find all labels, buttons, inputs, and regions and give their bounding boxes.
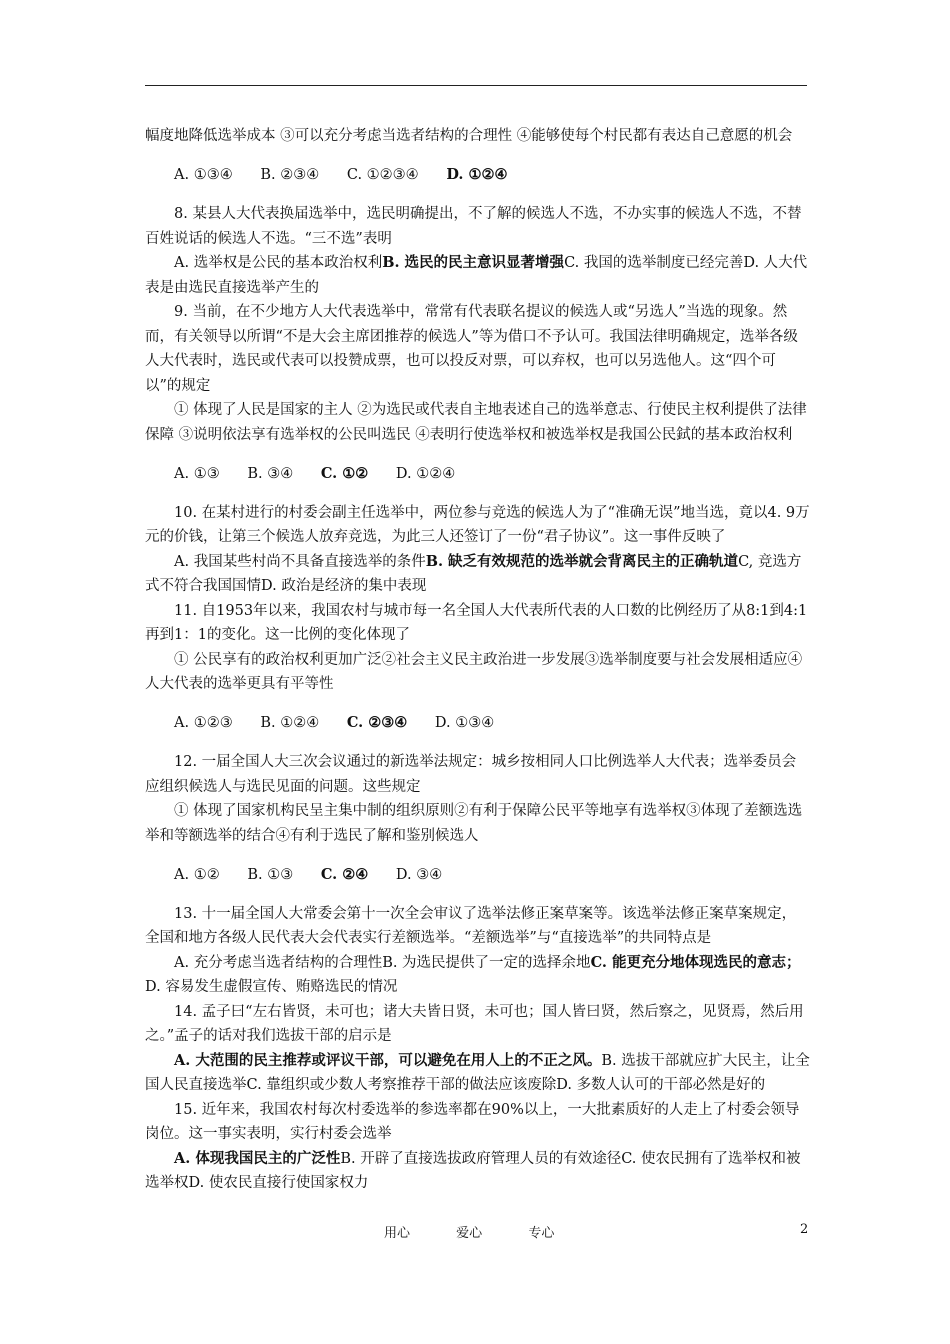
paragraph: 13. 十一届全国人大常委会第十一次全会审议了选举法修正案草案等。该选举法修正案草案规定，全国和地方各级人民代表大会代表实行差额选举。“差额选举”与“直接选举”的共同特点是 [145,905,797,946]
paragraph: A. 充分考虑当选者结构的合理性B. 为选民提供了一定的选择余地C. 能更充分地体现选民的意志；D. 容易发生虚假宣传、贿赂选民的情况 [145,953,801,995]
header-rule [145,85,807,86]
paragraph: ① 体现了国家机构民呈主集中制的组织原则②有利于保障公民平等地享有选举权③体现了差额选选举和等额选举的结合④有利于选民了解和鉴别候选人 [145,803,803,844]
footer-motto [384,1222,576,1241]
paragraph: A. 选举权是公民的基本政治权利B. 选民的民主意识显著增强C. 我国的选举制度已经完善D. 人大代表是由选民直接选举产生的 [145,254,808,296]
paragraph: 12. 一届全国人大三次会议通过的新选举法规定：城乡按相同人口比例选举人大代表；选举委员会应组织候选人与选民见面的问题。这些规定 [145,754,797,795]
paragraph: A. 我国某些村尚不具备直接选举的条件B. 缺乏有效规范的选举就会背离民主的正确轨道C, 竞选方式不符合我国国情D. 政治是经济的集中表现 [145,552,802,594]
document-body [145,124,810,1196]
footer-motto-3: 专心 [528,1226,555,1241]
paragraph: 幅度地降低选举成本 ③可以充分考虑当选者结构的合理性 ④能够使每个村民都有表达自己意愿的机会 [145,128,793,144]
page-number: 2 [800,1222,809,1237]
answer-options: A. ①③ B. ③④ C. ①② D. ①②④ [174,464,456,482]
answer-options: A. ①② B. ①③ C. ②④ D. ③④ [174,865,443,883]
footer-motto-2: 爱心 [456,1226,483,1241]
paragraph: 10. 在某村进行的村委会副主任选举中，两位参与竞选的候选人为了“准确无误”地当选，竟以4. 9万元的价钱，让第三个候选人放弃竞选，为此三人还签订了一份“君子协议”。这一事件反映了 [145,504,810,545]
answer-options: A. ①③④ B. ②③④ C. ①②③④ D. ①②④ [174,166,508,183]
footer-motto-1: 用心 [384,1226,411,1241]
paragraph: A. 体现我国民主的广泛性B. 开辟了直接选拔政府管理人员的有效途径C. 使农民拥有了选举权和被选举权D. 使农民直接行使国家权力 [145,1149,801,1191]
paragraph: 9. 当前，在不少地方人大代表选举中，常常有代表联名提议的候选人或“另选人”当选的现象。然而，有关领导以所谓“不是大会主席团推荐的候选人”等为借口不予认可。我国法律明确规定，选举各级人大代表时，选民或代表可以投赞成票，也可以投反对票，可以弃权，也可以另选他人。这“四个可以”的规定 [145,304,798,394]
paragraph: 11. 自1953年以来，我国农村与城市每一名全国人大代表所代表的人口数的比例经历了从8:1到4:1再到1：1的变化。这一比例的变化体现了 [145,602,808,643]
paragraph: 8. 某县人大代表换届选举中，选民明确提出，不了解的候选人不选，不办实事的候选人不选，不替百姓说话的候选人不选。“三不选”表明 [145,206,802,247]
paragraph: ① 公民享有的政治权利更加广泛②社会主义民主政治进一步发展③选举制度要与社会发展相适应④人大代表的选举更具有平等性 [145,651,803,692]
paragraph: 14. 孟子曰“左右皆贤，未可也；诸大夫皆日贤，未可也；国人皆曰贤，然后察之，见贤焉，然后用之。”孟子的话对我们选拔干部的启示是 [145,1003,804,1044]
paragraph: A. 大范围的民主推荐或评议干部，可以避免在用人上的不正之风。B. 选拔干部就应扩大民主，让全国人民直接选举C. 靠组织或少数人考察推荐干部的做法应该废除D. 多数人认可的干部必然是好的 [145,1051,810,1093]
paragraph: 15. 近年来，我国农村每次村委选举的参选率都在90%以上，一大批素质好的人走上了村委会领导岗位。这一事实表明，实行村委会选举 [145,1101,800,1142]
answer-options: A. ①②③ B. ①②④ C. ②③④ D. ①③④ [174,714,495,731]
paragraph: ① 体现了人民是国家的主人 ②为选民或代表自主地表述自己的选举意志、行使民主权利提供了法律保障 ③说明依法享有选举权的公民叫选民 ④表明行使选举权和被选举权是我国公民鉽的基本政治权利 [145,402,807,443]
